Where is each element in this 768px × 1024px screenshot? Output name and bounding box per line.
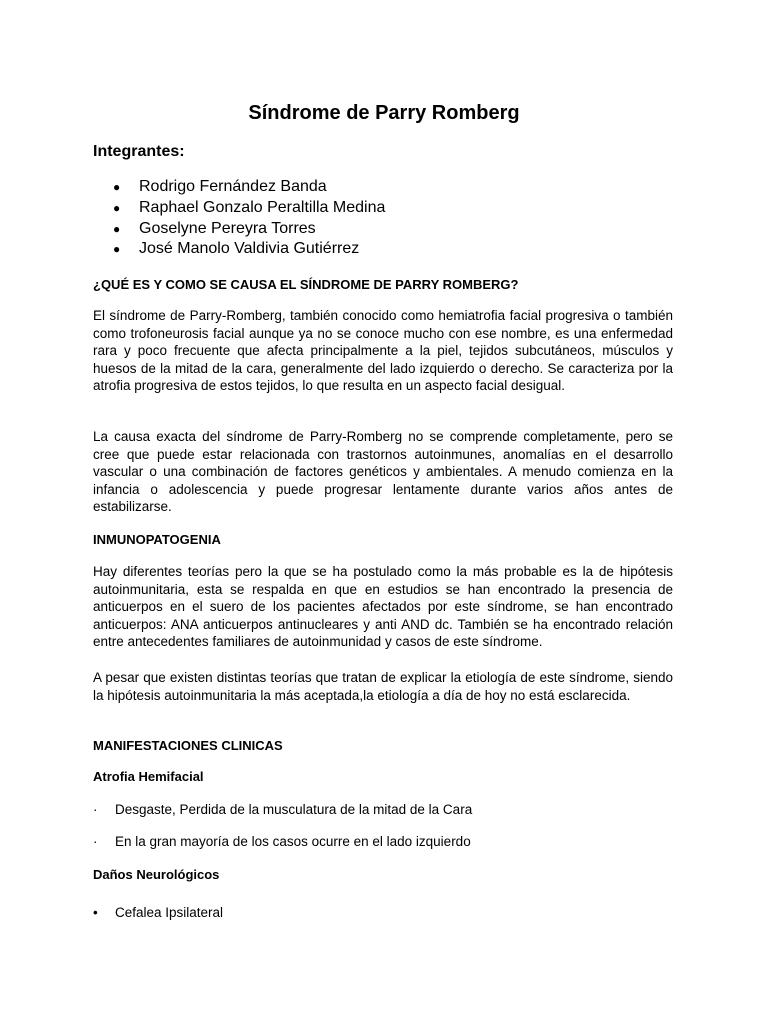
- member-item: ● Rodrigo Fernández Banda: [113, 177, 385, 198]
- members-list: [113, 177, 385, 260]
- member-item: ● José Manolo Valdivia Gutiérrez: [113, 239, 385, 260]
- paragraph-definition: El síndrome de Parry-Romberg, también conocido como hemiatrofia facial progresiva o también como trofoneurosis facial aunque ya no se conoce mucho con ese nombre, es una enfermedad rara y poco frecuente que afecta principalmente a la piel, tejidos subcutáneos, músculos y huesos de la mitad de la cara, generalmente del lado izquierdo o derecho. Se caracteriza por la atrofia progresiva de estos tejidos, lo que resulta en un aspecto facial desigual.: [93, 308, 673, 393]
- bullet-marker: ·: [93, 802, 98, 817]
- list-item-text: Cefalea Ipsilateral: [115, 905, 224, 920]
- member-item: ● Goselyne Pereyra Torres: [113, 219, 385, 240]
- section-heading-inmunopatogenia: INMUNOPATOGENIA: [93, 532, 221, 547]
- bullet-marker: ·: [93, 834, 98, 849]
- list-item-text: En la gran mayoría de los casos ocurre en el lado izquierdo: [115, 834, 471, 849]
- paragraph-cause: La causa exacta del síndrome de Parry-Romberg no se comprende completamente, pero se cree que puede estar relacionada con trastornos autoinmunes, anomalías en el desarrollo vascular o una combinación de factores genéticos y ambientales. A menudo comienza en la infancia o adolescencia y puede progresar lentamente durante varios años antes de estabilizarse.: [93, 429, 673, 514]
- paragraph-theories: Hay diferentes teorías pero la que se ha postulado como la más probable es la de hipótesis autoinmunitaria, esta se respalda en que en estudios se han encontrado la presencia de anticuerpos en el suero de los pacientes afectados por este síndrome, se han encontrado anticuerpos: ANA anticuerpos antinucleares y anti AND dc. También se ha encontrado relación entre antecedentes familiares de autoinmunidad y casos de este síndrome.: [93, 564, 673, 649]
- member-item: ● Raphael Gonzalo Peraltilla Medina: [113, 198, 385, 219]
- document-title: Síndrome de Parry Romberg: [248, 102, 520, 124]
- paragraph-etiology: A pesar que existen distintas teorías que tratan de explicar la etiología de este síndrome, siendo la hipótesis autoinmunitaria la más aceptada,la etiología a día de hoy no está esclarecida.: [93, 670, 673, 703]
- section-heading-que-es: ¿QUÉ ES Y COMO SE CAUSA EL SÍNDROME DE PARRY ROMBERG?: [93, 277, 519, 292]
- bullet-marker: •: [93, 905, 98, 920]
- section-heading-manifestaciones: MANIFESTACIONES CLINICAS: [93, 738, 283, 753]
- members-heading: Integrantes:: [93, 143, 185, 160]
- subheading-danos-neurologicos: Daños Neurológicos: [93, 867, 220, 882]
- list-item-text: Desgaste, Perdida de la musculatura de la mitad de la Cara: [115, 802, 473, 817]
- subheading-atrofia-hemifacial: Atrofia Hemifacial: [93, 769, 204, 784]
